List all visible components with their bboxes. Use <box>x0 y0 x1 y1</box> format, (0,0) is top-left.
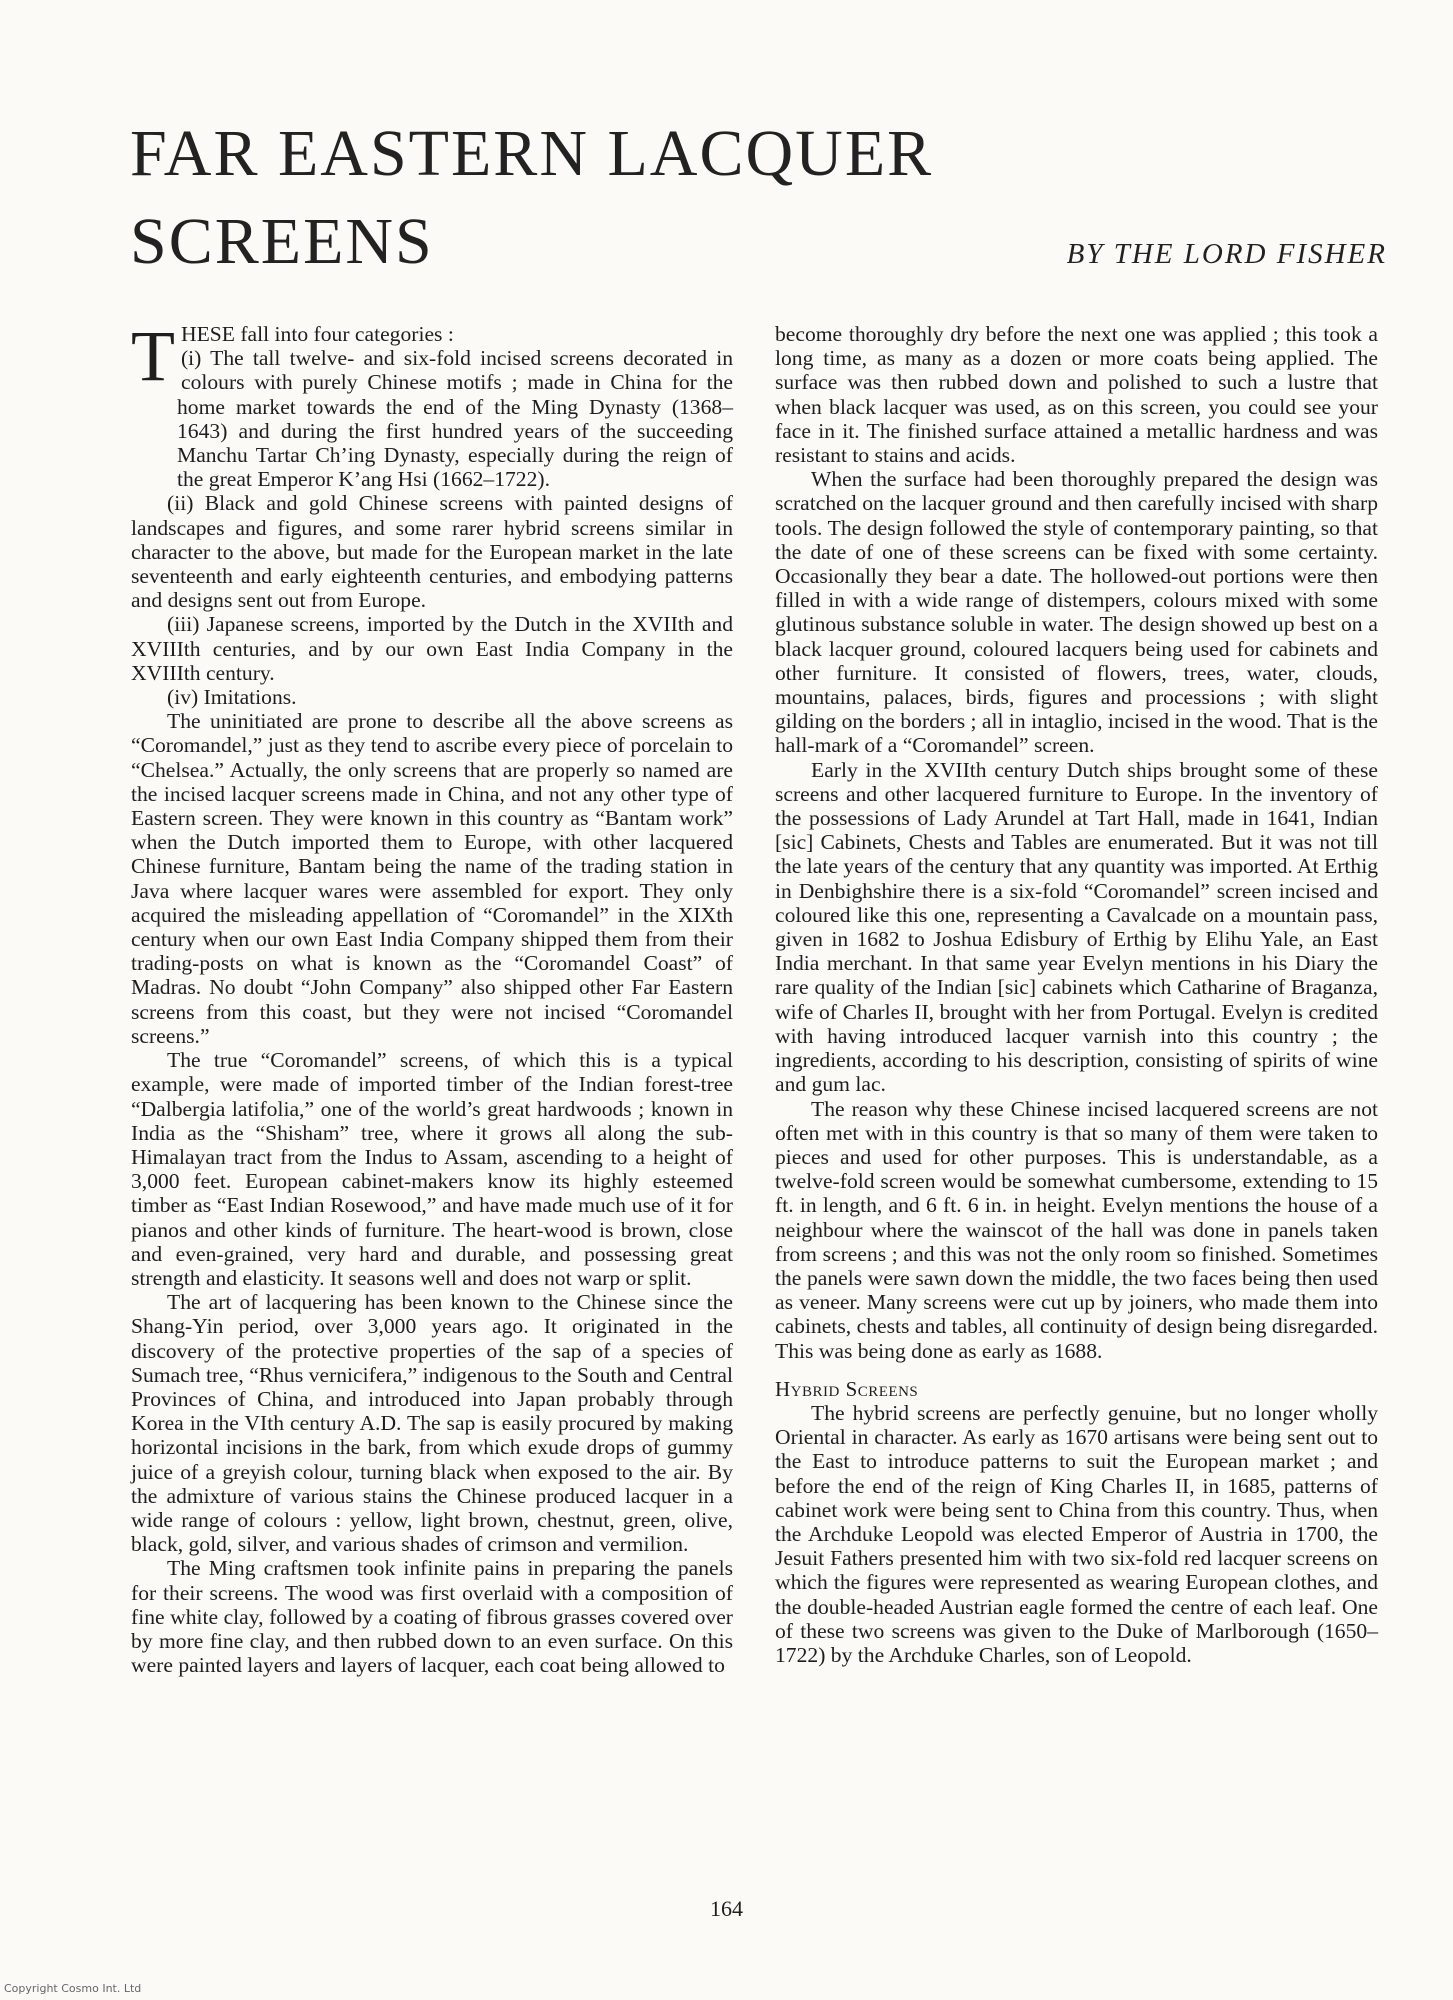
paragraph: The art of lacquering has been known to the Chinese since the Shang-Yin period, over 3,000 years ago. It originated in the discovery of the protective properties of the sap of a species of Sumach tree, “Rhus vernicifera,” indigenous to the South and Central Provinces of China, and introduced into Japan probably through Korea in the VIth century A.D. The sap is easily procured by making horizontal incisions in the bark, from which exude drops of gummy juice of a greyish colour, turning black when exposed to the air. By the admixture of various stains the Chinese produced lacquer in a wide range of colours : yellow, light brown, chestnut, green, olive, black, gold, silver, and various shades of crimson and vermilion. <box>131 1290 733 1557</box>
section-heading: Hybrid Screens <box>775 1376 919 1401</box>
paragraph: (i) The tall twelve- and six-fold incised screens decorated in colours with purely Chinese motifs ; made in China for the home market towards the end of the Ming Dynasty (1368–1643) and during the first hundred years of the succeeding Manchu Tartar Ch’ing Dynasty, especially during the reign of the great Emperor K’ang Hsi (1662–1722). <box>177 346 733 492</box>
paragraph: The hybrid screens are perfectly genuine, but no longer wholly Oriental in character. As early as 1670 artisans were being sent out to the East to introduce patterns to suit the European market ; and before the end of the reign of King Charles II, in 1685, patterns of cabinet work were being sent to China from this country. Thus, when the Archduke Leopold was elected Emperor of Austria in 1700, the Jesuit Fathers presented him with two six-fold red lacquer screens on which the figures were represented as wearing European clothes, and the double-headed Austrian eagle formed the centre of each leaf. One of these two screens was given to the Duke of Marlborough (1650–1722) by the Archduke Charles, son of Leopold. <box>775 1400 1378 1667</box>
left-column <box>131 316 733 1678</box>
paragraph: The reason why these Chinese incised lacquered screens are not often met with in this country is that so many of them were taken to pieces and used for other purposes. This is understandable, as a twelve-fold screen would be somewhat cumbersome, extending to 15 ft. in length, and 6 ft. 6 in. in height. Evelyn mentions the house of a neighbour where the wainscot of the hall was done in panels taken from screens ; and this was not the only room so finished. Sometimes the panels were sawn down the middle, the two faces being then used as veneer. Many screens were cut up by joiners, who made them into cabinets, chests and tables, all continuity of design being disregarded. This was being done as early as 1688. <box>775 1096 1378 1363</box>
page-number: 164 <box>710 1896 743 1921</box>
paragraph: become thoroughly dry before the next one was applied ; this took a long time, as many as a dozen or more coats being applied. The surface was then rubbed down and polished to such a lustre that when black lacquer was used, as on this screen, you could see your face in it. The finished surface attained a metallic hardness and was resistant to stains and acids. <box>775 322 1378 468</box>
paragraph: The uninitiated are prone to describe all the above screens as “Coromandel,” just as they tend to ascribe every piece of porcelain to “Chelsea.” Actually, the only screens that are properly so named are the incised lacquer screens made in China, and not any other type of Eastern screen. They were known in this country as “Bantam work” when the Dutch imported them to Europe, with other lacquered Chinese furniture, Bantam being the name of the trading station in Java where lacquer wares were assembled for export. They only acquired the misleading appellation of “Coromandel” in the XIXth century when our own East India Company shipped them from their trading-posts on what is known as the “Coromandel Coast” of Madras. No doubt “John Company” also shipped other Far Eastern screens from this coast, but they were not incised “Coromandel screens.” <box>131 709 733 1048</box>
paragraph: The Ming craftsmen took infinite pains in preparing the panels for their screens. The wood was first overlaid with a composition of fine white clay, followed by a coating of fibrous grasses covered over by more fine clay, and then rubbed down to an even surface. On this were painted layers and layers of lacquer, each coat being allowed to <box>131 1556 733 1678</box>
paragraph: (iv) Imitations. <box>167 685 297 710</box>
paragraph <box>131 316 733 396</box>
article-title: FAR EASTERN LACQUER SCREENS <box>130 117 934 278</box>
paragraph: When the surface had been thoroughly prepared the design was scratched on the lacquer ground and then carefully incised with sharp tools. The design followed the style of contemporary painting, so that the date of one of these screens can be fixed with some certainty. Occasionally they bear a date. The hollowed-out portions were then filled in with a wide range of distempers, colours mixed with some glutinous substance soluble in water. The design showed up best on a black lacquer ground, coloured lacquers being used for cabinets and other furniture. It consisted of flowers, trees, water, clouds, mountains, palaces, birds, figures and processions ; with slight gilding on the borders ; all in intaglio, incised in the wood. That is the hall-mark of a “Coromandel” screen. <box>775 467 1378 758</box>
right-column <box>775 322 1378 1667</box>
drop-cap: T <box>131 316 175 396</box>
article-byline: BY THE LORD FISHER <box>1066 238 1387 270</box>
paragraph-text: HESE fall into four categories : <box>180 322 454 346</box>
paragraph: The true “Coromandel” screens, of which this is a typical example, were made of imported timber of the Indian forest-tree “Dalbergia latifolia,” one of the world’s great hardwoods ; known in India as the “Shisham” tree, where it grows all along the sub-Himalayan tract from the Indus to Assam, ascending to a height of 3,000 feet. European cabinet-makers know its highly esteemed timber as “East Indian Rosewood,” and have made much use of it for pianos and other kinds of furniture. The heart-wood is brown, close and even-grained, very hard and durable, and possessing great strength and elasticity. It seasons well and does not warp or split. <box>131 1048 733 1290</box>
paragraph: Early in the XVIIth century Dutch ships brought some of these screens and other lacquered furniture to Europe. In the inventory of the possessions of Lady Arundel at Tart Hall, made in 1641, Indian [sic] Cabinets, Chests and Tables are enumerated. But it was not till the late years of the century that any quantity was imported. At Erthig in Denbighshire there is a six-fold “Coromandel” screen incised and coloured like this one, representing a Cavalcade on a mountain pass, given in 1682 to Joshua Edisbury of Erthig by Elihu Yale, an East India merchant. In that same year Evelyn mentions in his Diary the rare quality of the Indian [sic] cabinets which Catharine of Braganza, wife of Charles II, brought with her from Portugal. Evelyn is credited with having introduced lacquer varnish into this country ; the ingredients, according to his description, consisting of spirits of wine and gum lac. <box>775 757 1378 1097</box>
paragraph: (iii) Japanese screens, imported by the Dutch in the XVIIth and XVIIIth centuries, and by our own East India Company in the XVIIIth century. <box>131 612 733 685</box>
copyright-notice: Copyright Cosmo Int. Ltd <box>4 1982 142 1995</box>
paragraph: (ii) Black and gold Chinese screens with painted designs of landscapes and figures, and some rarer hybrid screens similar in character to the above, but made for the European market in the late seventeenth and early eighteenth centuries, and embodying patterns and designs sent out from Europe. <box>131 491 733 613</box>
